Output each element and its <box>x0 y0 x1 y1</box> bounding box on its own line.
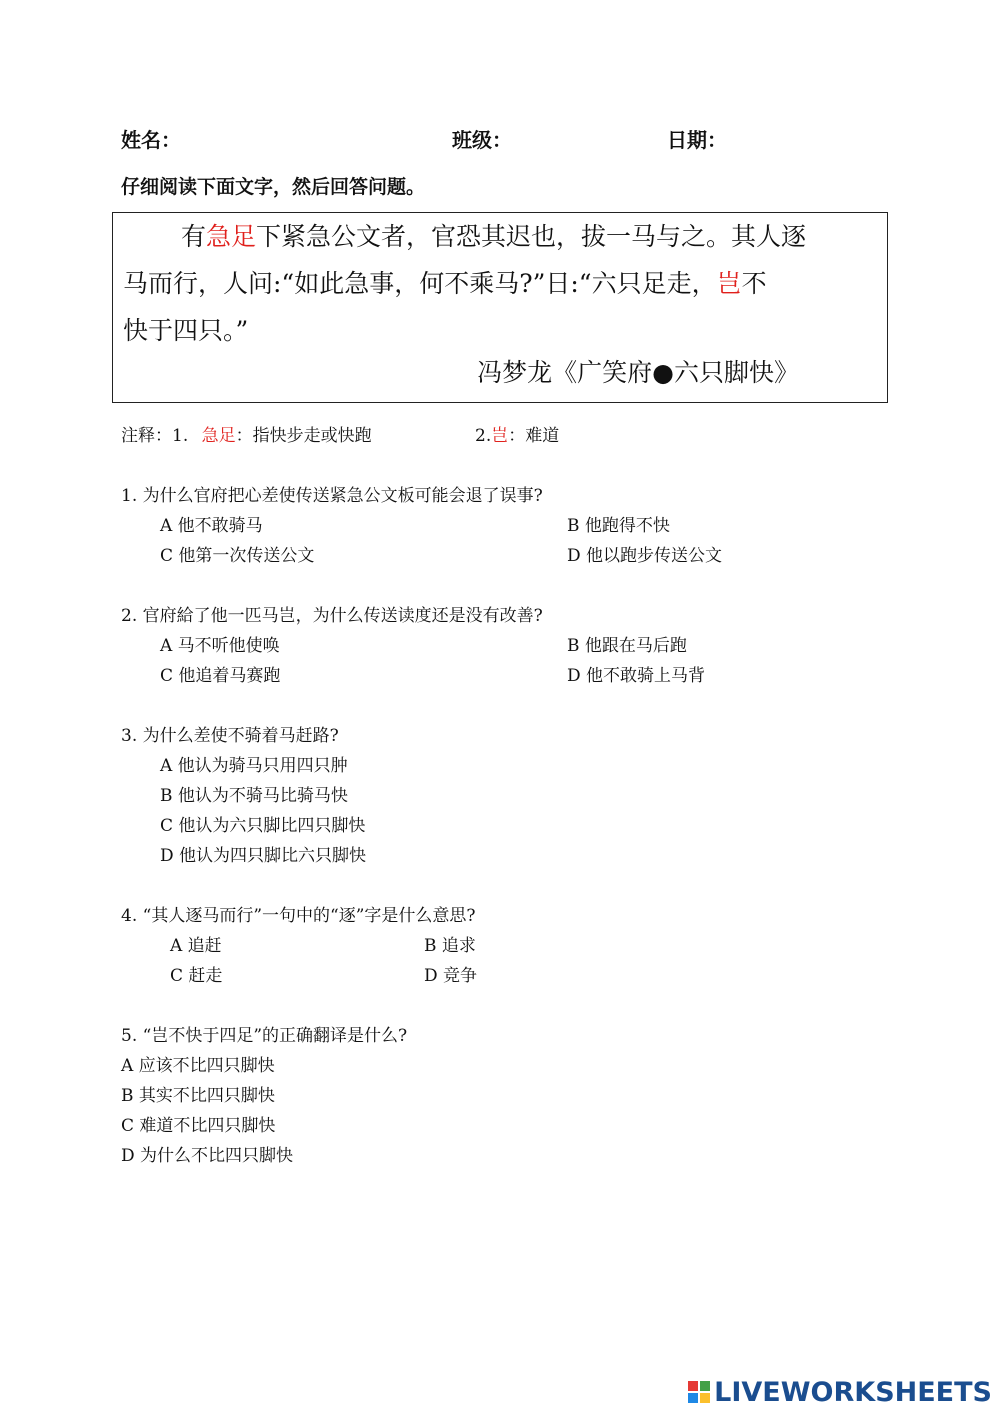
q3-option-b[interactable]: B 他认为不骑马比骑马快 <box>160 786 348 806</box>
q4-option-a[interactable]: A 追赶 <box>170 936 222 956</box>
q1-option-c[interactable]: C 他第一次传送公文 <box>160 546 315 566</box>
question-4: 4. “其人逐马而行”一句中的“逐”字是什么意思? <box>121 906 476 926</box>
passage-box <box>112 212 888 403</box>
logo-text: LIVEWORKSHEETS <box>714 1376 992 1408</box>
question-3: 3. 为什么差使不骑着马赶路? <box>121 726 339 746</box>
q1-option-a[interactable]: A 他不敢骑马 <box>160 516 263 536</box>
logo-box <box>700 1393 710 1403</box>
note-def-qi: ：难道 <box>508 426 560 446</box>
instruction: 仔细阅读下面文字，然后回答问题。 <box>121 176 426 198</box>
note-term-qi: 岂 <box>491 426 509 446</box>
note-term-jizu: 急足 <box>201 426 236 446</box>
logo-box <box>700 1381 710 1391</box>
q4-option-b[interactable]: B 追求 <box>424 936 476 956</box>
notes-prefix: 注释：1. <box>121 426 189 446</box>
passage-highlight-jizu: 急足 <box>206 222 257 251</box>
note-2 <box>475 421 559 446</box>
date-label: 日期： <box>667 128 727 152</box>
liveworksheets-logo[interactable] <box>688 1376 992 1408</box>
passage-highlight-qi: 岂 <box>716 269 742 298</box>
name-label: 姓名： <box>121 128 181 152</box>
q5-option-a[interactable]: A 应该不比四只脚快 <box>121 1056 275 1076</box>
q4-option-d[interactable]: D 竞争 <box>424 966 478 986</box>
note-def-jizu: ：指快步走或快跑 <box>235 426 372 446</box>
notes <box>121 421 560 446</box>
logo-box <box>688 1393 698 1403</box>
q1-option-b[interactable]: B 他跑得不快 <box>567 516 670 536</box>
q3-option-a[interactable]: A 他认为骑马只用四只肿 <box>160 756 348 776</box>
passage-seg2: 下紧急公文者，官恐其迟也，拔一马与之。其人逐 <box>256 222 807 251</box>
question-5: 5. “岂不快于四足”的正确翻译是什么? <box>121 1026 408 1046</box>
note-2-num: 2. <box>475 426 492 446</box>
question-2: 2. 官府給了他一匹马岂，为什么传送读度还是没有改善? <box>121 606 543 626</box>
q2-option-d[interactable]: D 他不敢骑上马背 <box>567 666 706 686</box>
q3-option-c[interactable]: C 他认为六只脚比四只脚快 <box>160 816 366 836</box>
logo-box <box>688 1381 698 1391</box>
q2-option-c[interactable]: C 他追着马赛跑 <box>160 666 281 686</box>
q3-option-d[interactable]: D 他认为四只脚比六只脚快 <box>160 846 367 866</box>
q1-option-d[interactable]: D 他以跑步传送公文 <box>567 546 723 566</box>
question-1: 1. 为什么官府把心差使传送紧急公文板可能会退了误事? <box>121 486 543 506</box>
passage-seg5: 快于四只。” <box>123 316 249 345</box>
passage-seg3: 马而行，人问:“如此急事，何不乘马?”日:“六只足走， <box>123 269 717 298</box>
q5-option-d[interactable]: D 为什么不比四只脚快 <box>121 1146 294 1166</box>
passage-seg1: 有 <box>181 222 207 251</box>
passage-text <box>123 213 871 354</box>
class-label: 班级： <box>452 128 512 152</box>
q5-option-c[interactable]: C 难道不比四只脚快 <box>121 1116 276 1136</box>
passage-source: 冯梦龙《广笑府●六只脚快》 <box>477 358 799 387</box>
q2-option-a[interactable]: A 马不听他使唤 <box>160 636 280 656</box>
q2-option-b[interactable]: B 他跟在马后跑 <box>567 636 687 656</box>
q4-option-c[interactable]: C 赶走 <box>170 966 223 986</box>
logo-boxes-icon <box>688 1381 710 1403</box>
q5-option-b[interactable]: B 其实不比四只脚快 <box>121 1086 275 1106</box>
passage-seg4: 不 <box>741 269 767 298</box>
